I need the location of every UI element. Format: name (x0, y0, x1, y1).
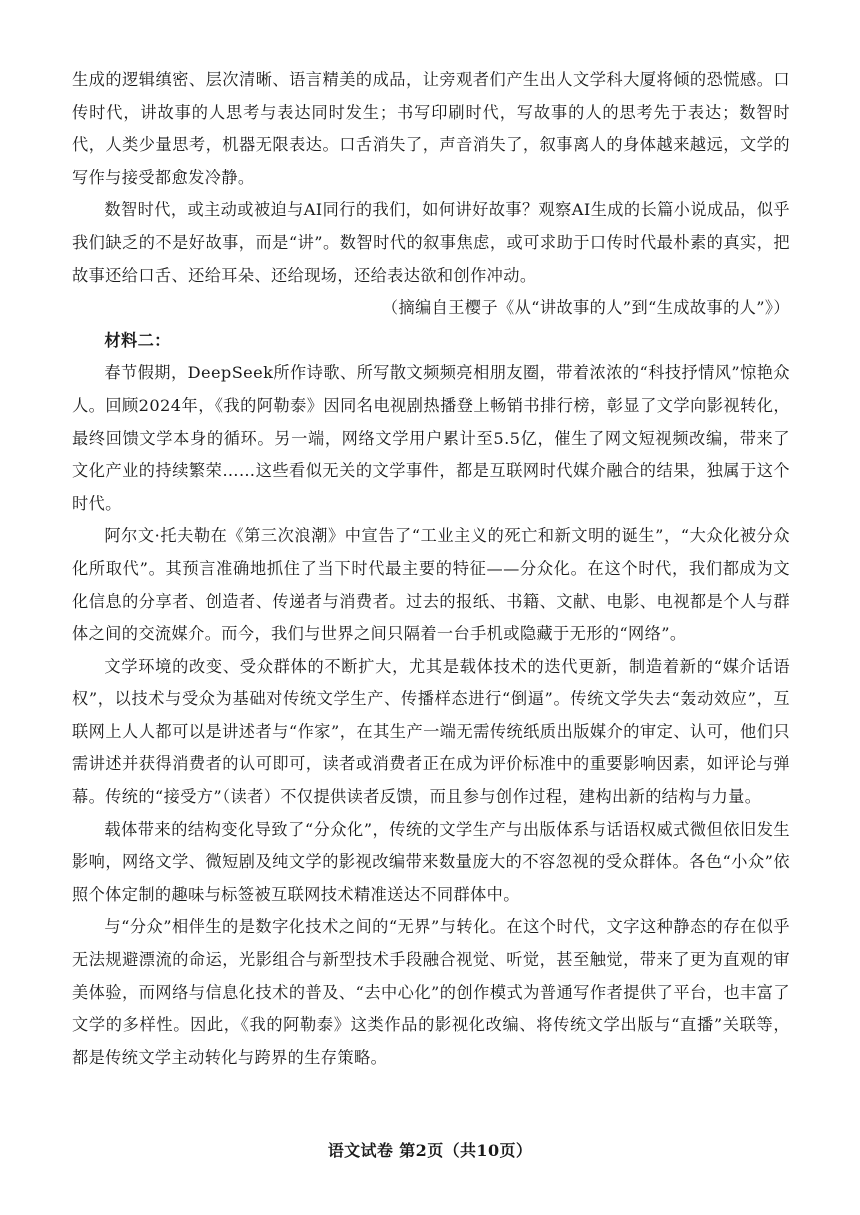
paragraph: 数智时代，或主动或被迫与AI同行的我们，如何讲好故事？观察AI生成的长篇小说成品，似乎我们缺乏的不是好故事，而是“讲”。数智时代的叙事焦虑，或可求助于口传时代最朴素的真实，把故事还给口舌、还给耳朵、还给现场，还给表达欲和创作冲动。 (72, 200, 790, 285)
section-label-material-2: 材料二： (104, 330, 171, 350)
paragraph: 阿尔文·托夫勒在《第三次浪潮》中宣告了“工业主义的死亡和新文明的诞生”，“大众化被分众化所取代”。其预言准确地抓住了当下时代最主要的特征——分众化。在这个时代，我们都成为文化信息的分享者、创造者、传递者与消费者。过去的报纸、书籍、文献、电影、电视都是个人与群体之间的交流媒介。而今，我们与世界之间只隔着一台手机或隐藏于无形的“网络”。 (72, 526, 790, 644)
paragraph: 载体带来的结构变化导致了“分众化”，传统的文学生产与出版体系与话语权威式微但依旧发生影响，网络文学、微短剧及纯文学的影视改编带来数量庞大的不容忽视的受众群体。各色“小众”依照个体定制的趣味与标签被互联网技术精准送达不同群体中。 (72, 819, 790, 904)
paragraph: 文学环境的改变、受众群体的不断扩大，尤其是载体技术的迭代更新，制造着新的“媒介话语权”，以技术与受众为基础对传统文学生产、传播样态进行“倒逼”。传统文学失去“轰动效应”，互联网上人人都可以是讲述者与“作家”，在其生产一端无需传统纸质出版媒介的审定、认可，他们只需讲述并获得消费者的认可即可，读者或消费者正在成为评价标准中的重要影响因素，如评论与弹幕。传统的“接受方”（读者）不仅提供读者反馈，而且参与创作过程，建构出新的结构与力量。 (72, 656, 790, 807)
paragraph-continued: 生成的逻辑缜密、层次清晰、语言精美的成品，让旁观者们产生出人文学科大厦将倾的恐慌感。口传时代，讲故事的人思考与表达同时发生；书写印刷时代，写故事的人的思考先于表达；数智时代，人类少量思考，机器无限表达。口舌消失了，声音消失了，叙事离人的身体越来越远，文学的写作与接受都愈发冷静。 (72, 70, 790, 187)
page-footer: 语文试卷 第2页（共10页） (327, 1141, 533, 1160)
paragraph: 与“分众”相伴生的是数字化技术之间的“无界”与转化。在这个时代，文字这种静态的存在似乎无法规避漂流的命运，光影组合与新型技术手段融合视觉、听觉，甚至触觉，带来了更为直观的审美体验，而网络与信息化技术的普及、“去中心化”的创作模式为普通写作者提供了平台，也丰富了文学的多样性。因此，《我的阿勒泰》这类作品的影视化改编、将传统文学出版与“直播”关联等，都是传统文学主动转化与跨界的生存策略。 (72, 917, 790, 1067)
source-citation: （摘编自王樱子《从“讲故事的人”到“生成故事的人”》） (381, 298, 790, 318)
paragraph: 春节假期，DeepSeek所作诗歌、所写散文频频亮相朋友圈，带着浓浓的“科技抒情风”惊艳众人。回顾2024年，《我的阿勒泰》因同名电视剧热播登上畅销书排行榜，彰显了文学向影视转化，最终回馈文学本身的循环。另一端，网络文学用户累计至5.5亿，催生了网文短视频改编，带来了文化产业的持续繁荣……这些看似无关的文学事件，都是互联网时代媒介融合的结果，独属于这个时代。 (72, 363, 790, 513)
